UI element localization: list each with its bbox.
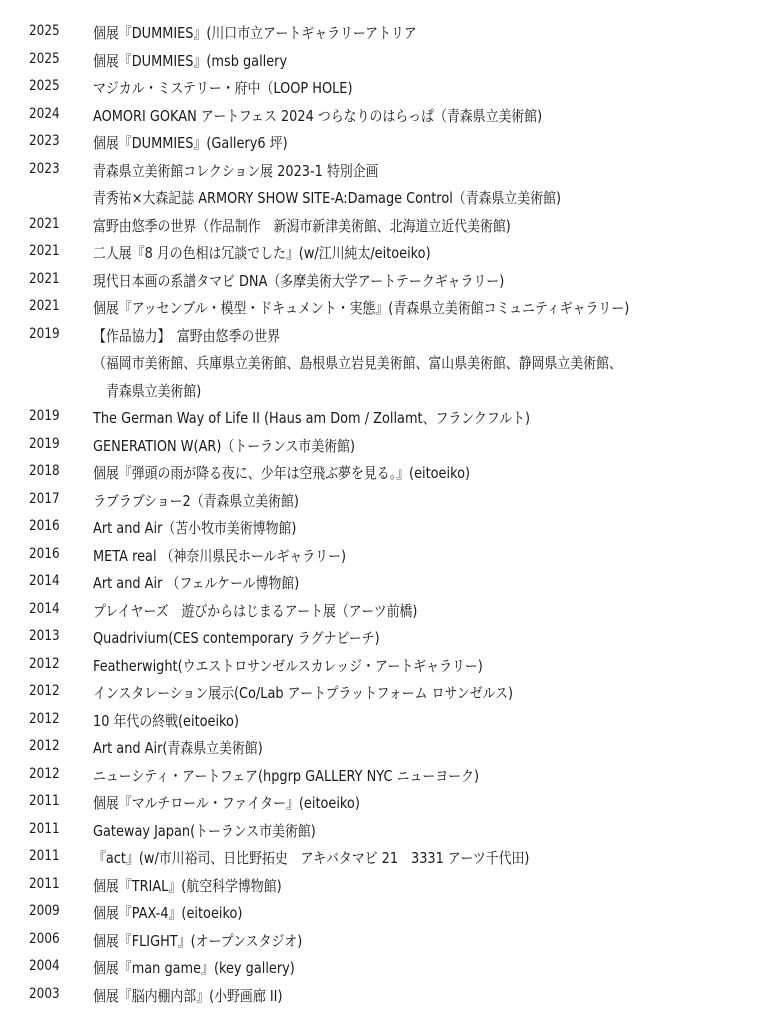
list-item bbox=[0, 707, 763, 735]
exhibition: AOMORI GOKAN アートフェス 2024 つらなりのはらっぱ（青森県立美術館) bbox=[93, 106, 543, 125]
exhibition: マジカル・ミステリー・府中（LOOP HOLE) bbox=[93, 79, 353, 97]
exhibition: 個展『man game』(key gallery) bbox=[93, 959, 295, 977]
exhibition: ニューシティ・アートフェア(hpgrp GALLERY NYC ニューヨーク) bbox=[93, 766, 480, 785]
exhibition: 『act』(w/市川裕司、日比野拓史 アキバタマビ 21 3331 アーツ千代田) bbox=[93, 849, 530, 867]
exhibition: 個展『PAX-4』(eitoeiko) bbox=[93, 904, 243, 922]
list-item bbox=[0, 432, 763, 460]
list-item bbox=[0, 47, 763, 75]
exhibition: 個展『FLIGHT』(オープンスタジオ) bbox=[93, 931, 303, 950]
year: 2003 bbox=[29, 985, 60, 1002]
exhibition: 10 年代の終戦(eitoeiko) bbox=[93, 711, 239, 730]
year: 2017 bbox=[29, 490, 60, 507]
list-item bbox=[0, 954, 763, 982]
year: 2021 bbox=[29, 270, 60, 287]
year: 2013 bbox=[29, 628, 60, 644]
exhibition: 個展『TRIAL』(航空科学博物館) bbox=[93, 876, 282, 895]
exhibition: 個展『アッセンブル・模型・ドキュメント・実態』(青森県立美術館コミュニティギャラリー) bbox=[93, 299, 630, 317]
list-item bbox=[0, 844, 763, 872]
list-item bbox=[0, 679, 763, 707]
list-item bbox=[0, 872, 763, 900]
list-item bbox=[0, 762, 763, 790]
list-item bbox=[0, 459, 763, 487]
exhibition: 個展『弾頭の雨が降る夜に、少年は空飛ぶ夢を見る。』(eitoeiko) bbox=[93, 464, 471, 482]
year: 2025 bbox=[29, 23, 60, 39]
list-item-continuation bbox=[0, 184, 763, 212]
year: 2012 bbox=[29, 710, 60, 727]
year: 2009 bbox=[29, 903, 60, 919]
exhibition: 個展『マルチロール・ファイター』(eitoeiko) bbox=[93, 794, 360, 812]
exhibition: 【作品協力】 富野由悠季の世界 bbox=[93, 326, 281, 345]
exhibition: プレイヤーズ 遊びからはじまるアート展（アーツ前橋) bbox=[93, 601, 418, 620]
exhibition: 現代日本画の系譜タマビ DNA（多摩美術大学アートテークギャラリー) bbox=[93, 271, 505, 290]
year: 2011 bbox=[29, 848, 60, 864]
list-item bbox=[0, 927, 763, 955]
list-item bbox=[0, 624, 763, 652]
exhibition: Art and Air（苫小牧市美術博物館) bbox=[93, 519, 297, 537]
year: 2019 bbox=[29, 325, 60, 342]
exhibition: 個展『DUMMIES』(川口市立アートギャラリーアトリア bbox=[93, 24, 417, 42]
list-item bbox=[0, 404, 763, 432]
exhibition: Art and Air （フェルケール博物館) bbox=[93, 574, 300, 592]
exhibition: Featherwight(ウエストロサンゼルスカレッジ・アートギャラリー) bbox=[93, 656, 483, 675]
year: 2012 bbox=[29, 655, 60, 672]
exhibition: 青森県立美術館) bbox=[106, 381, 202, 400]
list-item bbox=[0, 817, 763, 845]
exhibition: （福岡市美術館、兵庫県立美術館、島根県立岩見美術館、富山県美術館、静岡県立美術館、 bbox=[93, 354, 622, 372]
list-item bbox=[0, 267, 763, 295]
exhibition: META real （神奈川県民ホールギャラリー) bbox=[93, 546, 347, 565]
list-item bbox=[0, 569, 763, 597]
year: 2023 bbox=[29, 160, 60, 177]
exhibition: ラブラブショー2（青森県立美術館) bbox=[93, 491, 299, 510]
list-item bbox=[0, 74, 763, 102]
exhibition: 二人展『8 月の色相は冗談でした』(w/江川純太/eitoeiko) bbox=[93, 244, 431, 262]
year: 2021 bbox=[29, 298, 60, 314]
year: 2019 bbox=[29, 408, 60, 424]
list-item bbox=[0, 899, 763, 927]
list-item bbox=[0, 294, 763, 322]
list-item bbox=[0, 514, 763, 542]
year: 2025 bbox=[29, 78, 60, 94]
year: 2021 bbox=[29, 243, 60, 259]
year: 2006 bbox=[29, 930, 60, 947]
list-item bbox=[0, 322, 763, 350]
exhibition: GENERATION W(AR)（トーランス市美術館) bbox=[93, 436, 356, 455]
exhibition: The German Way of Life II (Haus am Dom / Zollamt、フランクフルト) bbox=[93, 409, 531, 427]
year: 2014 bbox=[29, 600, 60, 617]
exhibition: 富野由悠季の世界（作品制作 新潟市新津美術館、北海道立近代美術館) bbox=[93, 216, 511, 235]
year: 2016 bbox=[29, 545, 60, 562]
exhibition: Art and Air(青森県立美術館) bbox=[93, 739, 263, 757]
year: 2012 bbox=[29, 765, 60, 782]
list-item bbox=[0, 982, 763, 1010]
list-item-continuation bbox=[0, 349, 763, 377]
list-item bbox=[0, 734, 763, 762]
list-item bbox=[0, 129, 763, 157]
year: 2021 bbox=[29, 215, 60, 232]
list-item bbox=[0, 789, 763, 817]
list-item bbox=[0, 239, 763, 267]
list-item bbox=[0, 102, 763, 130]
exhibition: 青森県立美術館コレクション展 2023-1 特別企画 bbox=[93, 161, 379, 180]
exhibition: 青秀祐×大森記誌 ARMORY SHOW SITE-A:Damage Control（青森県立美術館) bbox=[93, 189, 562, 207]
list-item bbox=[0, 542, 763, 570]
list-item bbox=[0, 212, 763, 240]
year: 2011 bbox=[29, 820, 60, 837]
year: 2024 bbox=[29, 105, 60, 122]
year: 2012 bbox=[29, 683, 60, 699]
exhibition: インスタレーション展示(Co/Lab アートプラットフォーム ロサンゼルス) bbox=[93, 684, 514, 702]
list-item bbox=[0, 597, 763, 625]
exhibition-list bbox=[0, 19, 763, 1009]
exhibition: 個展『DUMMIES』(Gallery6 坪) bbox=[93, 134, 288, 152]
year: 2014 bbox=[29, 573, 60, 589]
year: 2019 bbox=[29, 435, 60, 452]
list-item bbox=[0, 652, 763, 680]
year: 2004 bbox=[29, 958, 60, 974]
exhibition: 個展『脳内棚内部』(小野画廊 II) bbox=[93, 986, 283, 1005]
year: 2023 bbox=[29, 133, 60, 149]
year: 2018 bbox=[29, 463, 60, 479]
exhibition: Gateway Japan(トーランス市美術館) bbox=[93, 821, 316, 840]
list-item-continuation bbox=[0, 377, 763, 405]
year: 2011 bbox=[29, 875, 60, 892]
year: 2011 bbox=[29, 793, 60, 809]
list-item bbox=[0, 487, 763, 515]
list-item bbox=[0, 19, 763, 47]
exhibition: Quadrivium(CES contemporary ラグナビーチ) bbox=[93, 629, 380, 647]
year: 2016 bbox=[29, 518, 60, 534]
exhibition: 個展『DUMMIES』(msb gallery bbox=[93, 51, 288, 70]
year: 2012 bbox=[29, 738, 60, 754]
list-item bbox=[0, 157, 763, 185]
year: 2025 bbox=[29, 50, 60, 67]
